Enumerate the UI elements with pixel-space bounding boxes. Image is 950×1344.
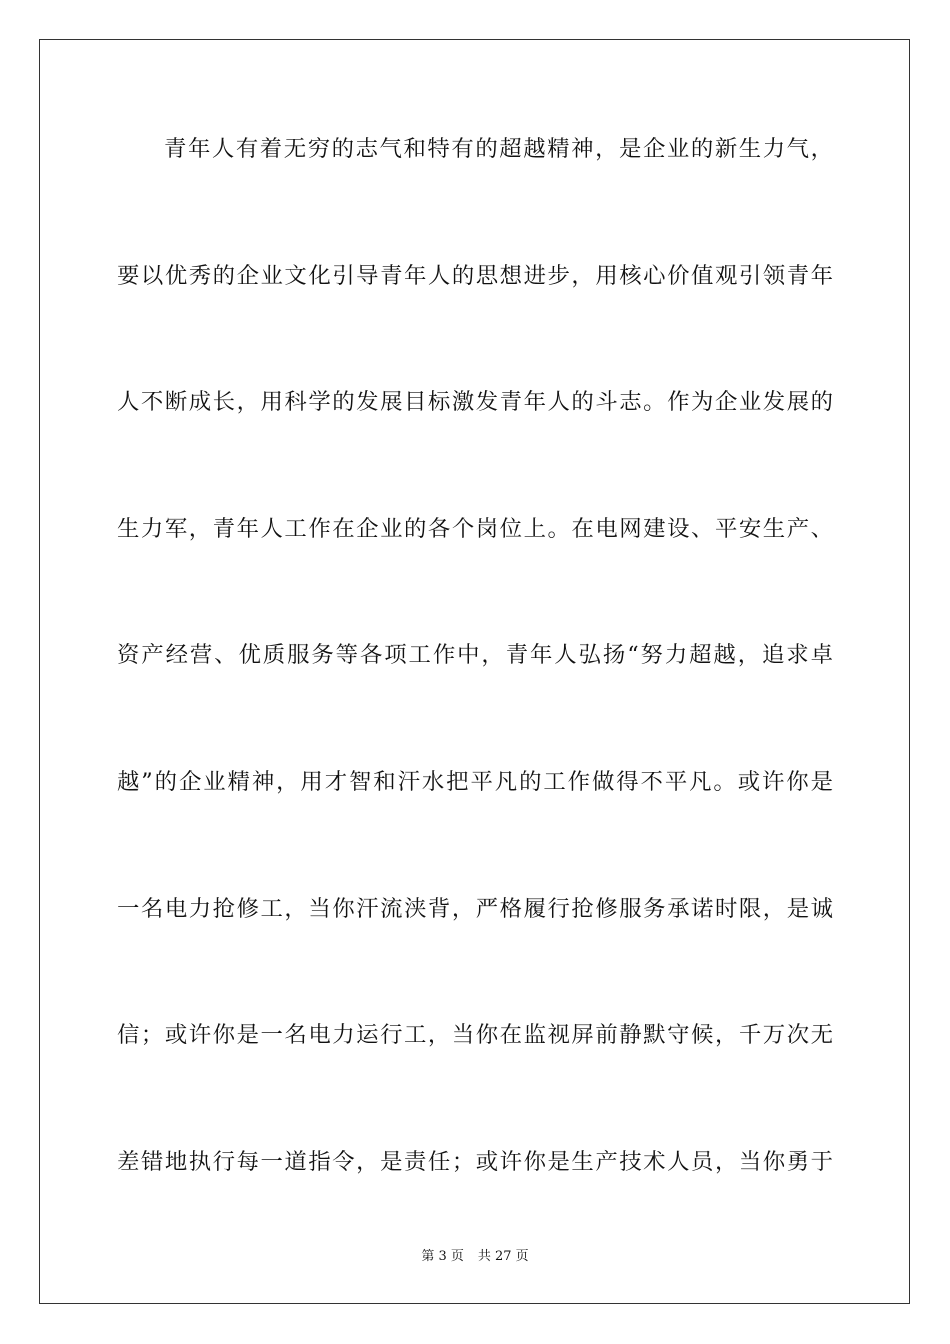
document-body: [117, 129, 833, 1268]
paragraph-line-6: 越”的企业精神，用才智和汗水把平凡的工作做得不平凡。或许你是: [117, 768, 833, 795]
page-number-total: 共 27 页: [477, 1249, 529, 1264]
paragraph-line-8: 信；或许你是一名电力运行工，当你在监视屏前静默守候，千万次无: [117, 1022, 833, 1049]
page-footer: [0, 1248, 950, 1266]
paragraph-line-3: 人不断成长，用科学的发展目标激发青年人的斗志。作为企业发展的: [117, 389, 833, 416]
paragraph-line-5: 资产经营、优质服务等各项工作中，青年人弘扬“努力超越，追求卓: [117, 642, 833, 669]
paragraph-line-4: 生力军，青年人工作在企业的各个岗位上。在电网建设、平安生产、: [117, 515, 833, 542]
paragraph-line-7: 一名电力抢修工，当你汗流浃背，严格履行抢修服务承诺时限，是诚: [117, 895, 833, 922]
paragraph-line-1: 青年人有着无穷的志气和特有的超越精神，是企业的新生力气，: [164, 136, 833, 162]
paragraph-line-9: 差错地执行每一道指令，是责任；或许你是生产技术人员，当你勇于: [117, 1148, 833, 1175]
paragraph-line-2: 要以优秀的企业文化引导青年人的思想进步，用核心价值观引领青年: [117, 262, 833, 289]
page-number-current: 第 3 页: [421, 1249, 464, 1264]
